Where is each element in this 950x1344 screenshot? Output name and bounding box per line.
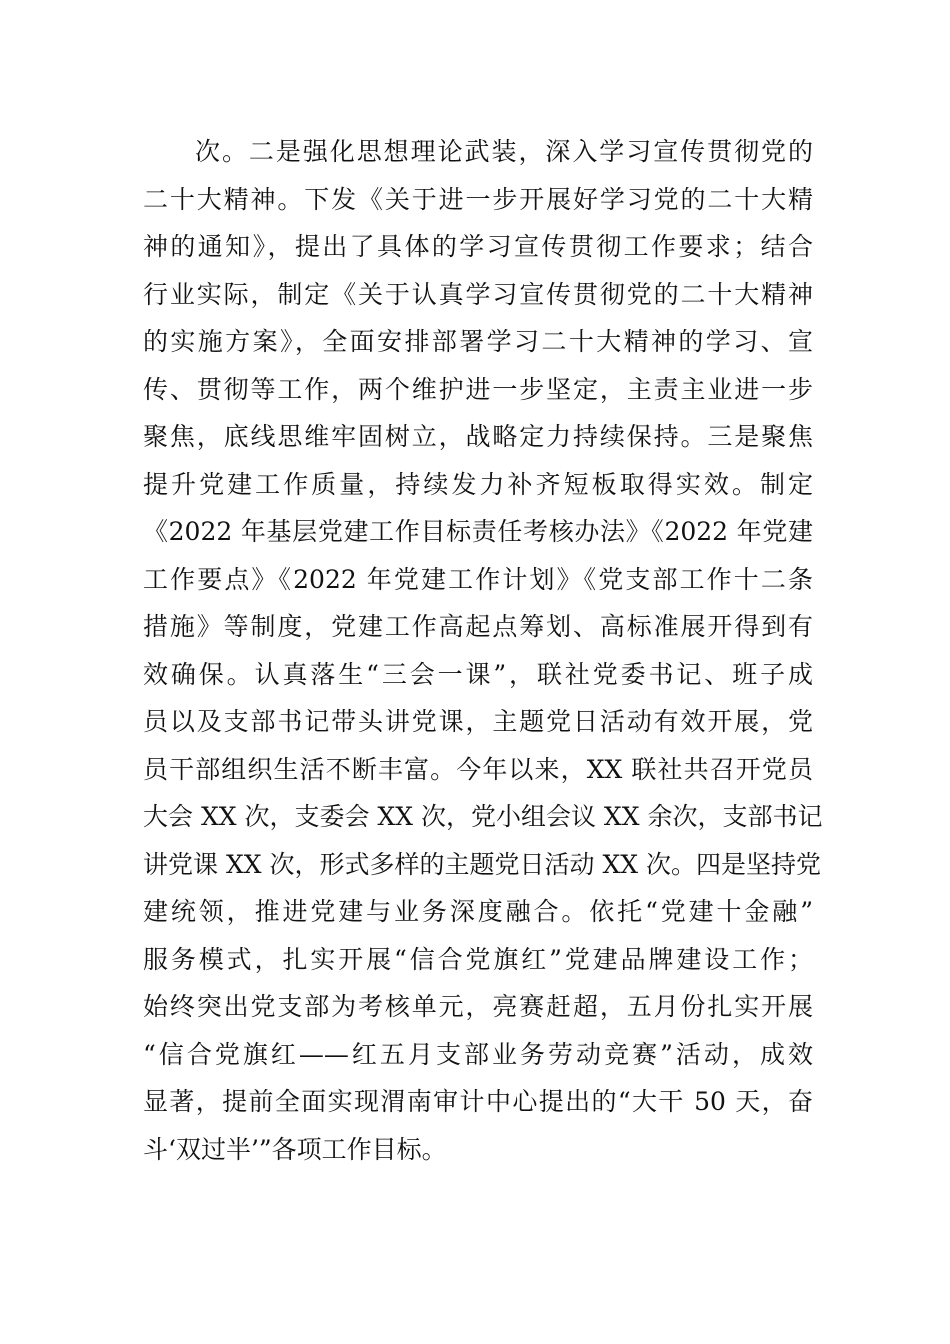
body-paragraph xyxy=(143,128,823,1173)
text-line: 提升党建工作质量，持续发力补齐短板取得实效。制定 xyxy=(143,469,813,499)
text-line: 服务模式，扎实开展“信合党旗红”党建品牌建设工作； xyxy=(143,944,813,974)
text-line: 效确保。认真落生“三会一课”，联社党委书记、班子成 xyxy=(143,659,813,689)
text-line: 讲党课 XX 次，形式多样的主题党日活动 XX 次。四是坚持党 xyxy=(143,849,821,879)
text-line: 员干部组织生活不断丰富。今年以来，XX 联社共召开党员 xyxy=(143,754,813,784)
text-line: 显著，提前全面实现渭南审计中心提出的“大干 50 天，奋 xyxy=(143,1087,813,1116)
text-line: 传、贯彻等工作，两个维护进一步坚定，主责主业进一步 xyxy=(143,374,813,404)
text-line: 神的通知》，提出了具体的学习宣传贯彻工作要求；结合 xyxy=(143,232,813,261)
text-line: 斗‘双过半’”各项工作目标。 xyxy=(143,1134,447,1164)
text-line: 始终突出党支部为考核单元，亮赛赶超，五月份扎实开展 xyxy=(143,992,813,1021)
text-line: “信合党旗红——红五月支部业务劳动竞赛”活动，成效 xyxy=(143,1039,813,1069)
text-line: 大会 XX 次，支委会 XX 次，党小组会议 XX 余次，支部书记 xyxy=(143,802,823,831)
text-line: 建统领，推进党建与业务深度融合。依托“党建十金融” xyxy=(143,897,813,926)
text-line: 工作要点》《2022 年党建工作计划》《党支部工作十二条 xyxy=(143,564,813,594)
text-line: 的实施方案》，全面安排部署学习二十大精神的学习、宣 xyxy=(143,327,813,356)
text-line: 二十大精神。下发《关于进一步开展好学习党的二十大精 xyxy=(143,184,813,214)
text-line: 《2022 年基层党建工作目标责任考核办法》《2022 年党建 xyxy=(143,517,813,546)
text-line: 措施》等制度，党建工作高起点筹划、高标准展开得到有 xyxy=(143,612,813,641)
text-line: 员以及支部书记带头讲党课，主题党日活动有效开展，党 xyxy=(143,707,813,736)
text-line: 行业实际，制定《关于认真学习宣传贯彻党的二十大精神 xyxy=(143,279,813,309)
text-line: 次。二是强化思想理论武装，深入学习宣传贯彻党的 xyxy=(195,137,813,166)
text-line: 聚焦，底线思维牢固树立，战略定力持续保持。三是聚焦 xyxy=(143,422,813,451)
